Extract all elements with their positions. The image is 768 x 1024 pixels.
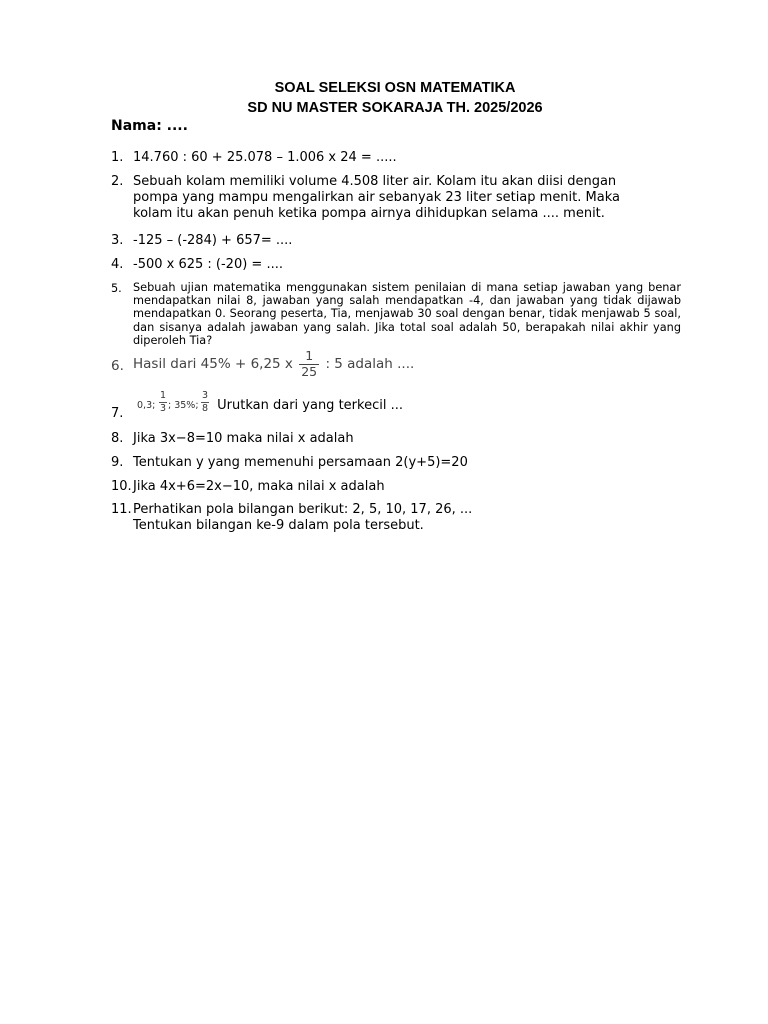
- question-line: Sebuah kolam memiliki volume 4.508 liter air. Kolam itu akan diisi dengan: [133, 174, 617, 189]
- question-number: 10.: [111, 479, 132, 494]
- question-8: [111, 431, 681, 447]
- question-10: [111, 479, 681, 495]
- question-7: [111, 390, 681, 421]
- document-subtitle: SD NU MASTER SOKARAJA TH. 2025/2026: [247, 100, 543, 116]
- question-4: [111, 257, 681, 273]
- question-9: [111, 455, 681, 471]
- question-number: 8.: [111, 431, 124, 446]
- question-text: Jika 4x+6=2x−10, maka nilai x adalah: [133, 479, 385, 494]
- question-1: [111, 150, 681, 166]
- number-sequence-image: [133, 392, 213, 414]
- question-text: -500 x 625 : (-20) = ....: [133, 257, 283, 272]
- question-11: [111, 502, 681, 534]
- question-number: 5.: [111, 282, 122, 295]
- question-3: [111, 233, 681, 249]
- document-title: SOAL SELEKSI OSN MATEMATIKA: [274, 80, 516, 96]
- question-text: 14.760 : 60 + 25.078 – 1.006 x 24 = .....: [133, 150, 397, 165]
- question-number: 7.: [111, 406, 124, 421]
- question-text: [133, 350, 681, 378]
- question-6: [111, 350, 681, 378]
- fraction-numerator: 1: [299, 350, 319, 365]
- question-text-after: : 5 adalah ....: [325, 356, 415, 372]
- question-number: 9.: [111, 455, 124, 470]
- fraction-denominator: 8: [202, 402, 209, 414]
- sequence-fraction: [201, 391, 209, 413]
- question-line: kolam itu akan penuh ketika pompa airnya dihidupkan selama .... menit.: [133, 206, 605, 221]
- question-5: [111, 281, 681, 347]
- question-2: [111, 174, 681, 222]
- question-number: 6.: [111, 358, 124, 374]
- sequence-fraction: [159, 391, 167, 413]
- sequence-part: 0,3;: [137, 400, 156, 411]
- fraction: [299, 350, 319, 378]
- fraction-numerator: 1: [160, 390, 167, 401]
- name-field-label: Nama: ....: [111, 118, 188, 134]
- question-text: [133, 392, 681, 414]
- question-number: 11.: [111, 502, 132, 517]
- question-number: 3.: [111, 233, 124, 248]
- question-text: [133, 502, 681, 534]
- question-text: -125 – (-284) + 657= ....: [133, 233, 293, 248]
- question-text: [133, 174, 681, 222]
- question-number: 2.: [111, 174, 124, 189]
- question-text-before: Hasil dari 45% + 6,25 x: [133, 356, 293, 372]
- question-number: 1.: [111, 150, 124, 165]
- fraction-denominator: 25: [301, 363, 318, 379]
- question-number: 4.: [111, 257, 124, 272]
- question-text: Jika 3x−8=10 maka nilai x adalah: [133, 431, 354, 446]
- fraction-denominator: 3: [160, 402, 167, 414]
- fraction-numerator: 3: [202, 390, 209, 401]
- question-line: Perhatikan pola bilangan berikut: 2, 5, 10, 17, 26, ...: [133, 502, 473, 517]
- question-line: Tentukan bilangan ke-9 dalam pola tersebut.: [133, 518, 424, 533]
- question-instruction: Urutkan dari yang terkecil ...: [217, 398, 403, 413]
- sequence-part: ; 35%;: [168, 400, 199, 411]
- question-line: pompa yang mampu mengalirkan air sebanyak 23 liter setiap menit. Maka: [133, 190, 620, 205]
- question-text: Tentukan y yang memenuhi persamaan 2(y+5)=20: [133, 455, 468, 470]
- question-text: Sebuah ujian matematika menggunakan sistem penilaian di mana setiap jawaban yang benar mendapatkan nilai 8, jawaban yang salah mendapatkan -4, dan jawaban yang tidak dijawab mendapatkan 0. Seorang peserta, Tia, menjawab 30 soal dengan benar, tidak menjawab 5 soal, dan sisanya adalah jawaban yang salah. Jika total soal adalah 50, berapakah nilai akhir yang diperoleh Tia?: [133, 281, 681, 347]
